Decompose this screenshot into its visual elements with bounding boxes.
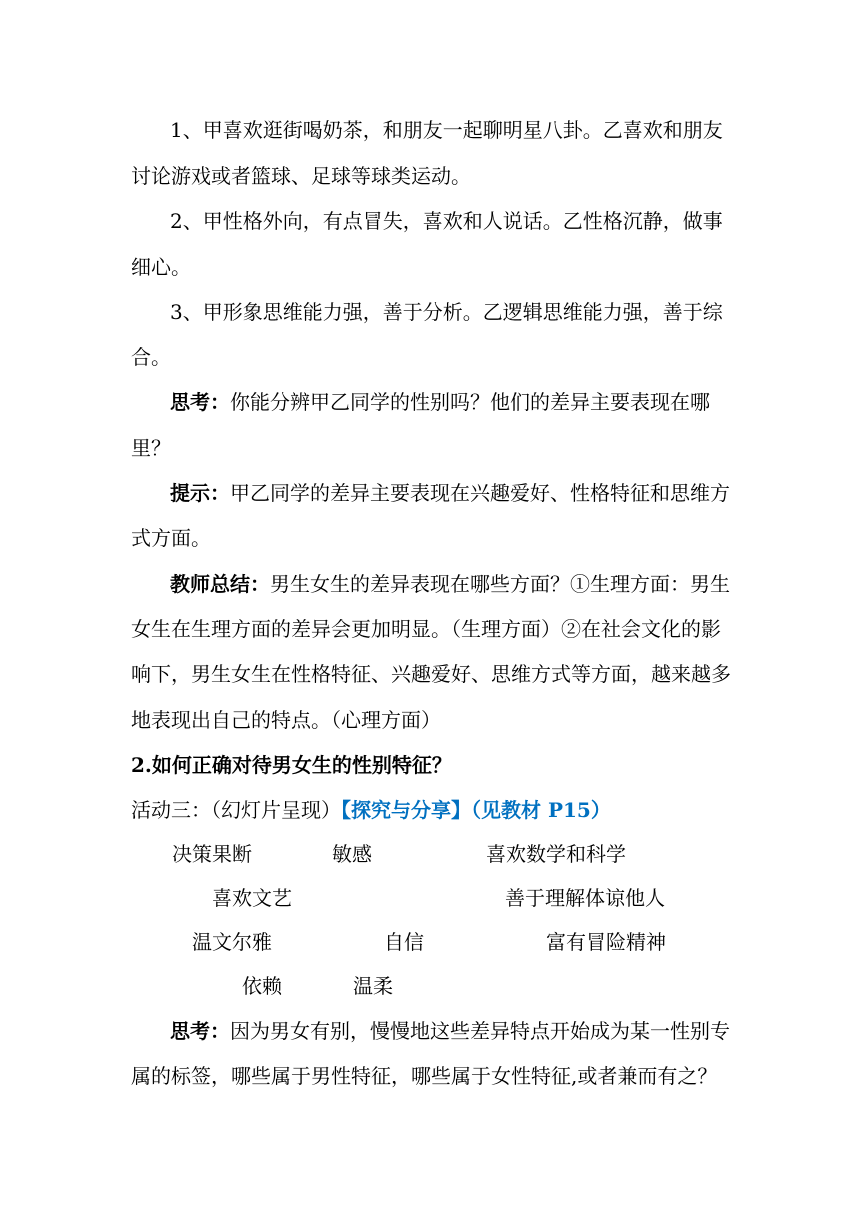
think-2-line-1 [170,1019,730,1043]
paragraph-2-line-1: 2、甲性格外向，有点冒失，喜欢和人说话。乙性格沉静，做事 [170,209,723,233]
summary-label: 教师总结： [170,572,270,596]
section-heading-2: 2.如何正确对待男女生的性别特征？ [131,753,452,777]
trait-likes-math-science: 喜欢数学和科学 [486,842,626,866]
hint-line-2: 式方面。 [131,526,211,550]
paragraph-3-line-2: 合。 [131,345,171,369]
summary-line-4: 地表现出自己的特点。（心理方面） [131,708,441,732]
paragraph-2-line-2: 细心。 [131,255,191,279]
think-2-label: 思考： [170,1019,230,1043]
activity-3-prefix: 活动三：（幻灯片呈现） [131,798,341,822]
paragraph-1-line-2: 讨论游戏或者篮球、足球等球类运动。 [131,164,471,188]
think-1-line-1 [170,390,710,414]
summary-text: 男生女生的差异表现在哪些方面？①生理方面：男生 [270,572,730,596]
hint-label: 提示： [170,481,230,505]
think-2-text: 因为男女有别，慢慢地这些差异特点开始成为某一性别专 [230,1019,730,1043]
trait-adventurous: 富有冒险精神 [546,930,666,954]
paragraph-1-line-1: 1、甲喜欢逛街喝奶茶，和朋友一起聊明星八卦。乙喜欢和朋友 [170,118,723,142]
summary-line-1 [170,572,730,596]
trait-decisive: 决策果断 [172,842,252,866]
hint-line-1 [170,481,730,505]
summary-line-3: 响下，男生女生在性格特征、兴趣爱好、思维方式等方面，越来越多 [131,662,731,686]
trait-sensitive: 敏感 [332,842,372,866]
paragraph-3-line-1: 3、甲形象思维能力强，善于分析。乙逻辑思维能力强，善于综 [170,300,723,324]
hint-text: 甲乙同学的差异主要表现在兴趣爱好、性格特征和思维方 [230,481,730,505]
trait-confident: 自信 [384,930,424,954]
trait-tender: 温柔 [353,974,393,998]
summary-line-2: 女生在生理方面的差异会更加明显。（生理方面）②在社会文化的影 [131,617,721,641]
think-1-label: 思考： [170,390,230,414]
trait-likes-arts: 喜欢文艺 [212,886,292,910]
think-1-line-2: 里？ [131,436,171,460]
activity-3-highlight: 【探究与分享】（见教材 P15） [341,798,611,822]
trait-gentle-refined: 温文尔雅 [192,930,272,954]
trait-dependent: 依赖 [242,974,282,998]
think-2-line-2: 属的标签，哪些属于男性特征，哪些属于女性特征,或者兼而有之？ [131,1064,718,1088]
think-1-text: 你能分辨甲乙同学的性别吗？他们的差异主要表现在哪 [230,390,710,414]
activity-3-line [131,798,611,822]
trait-empathetic: 善于理解体谅他人 [505,886,665,910]
